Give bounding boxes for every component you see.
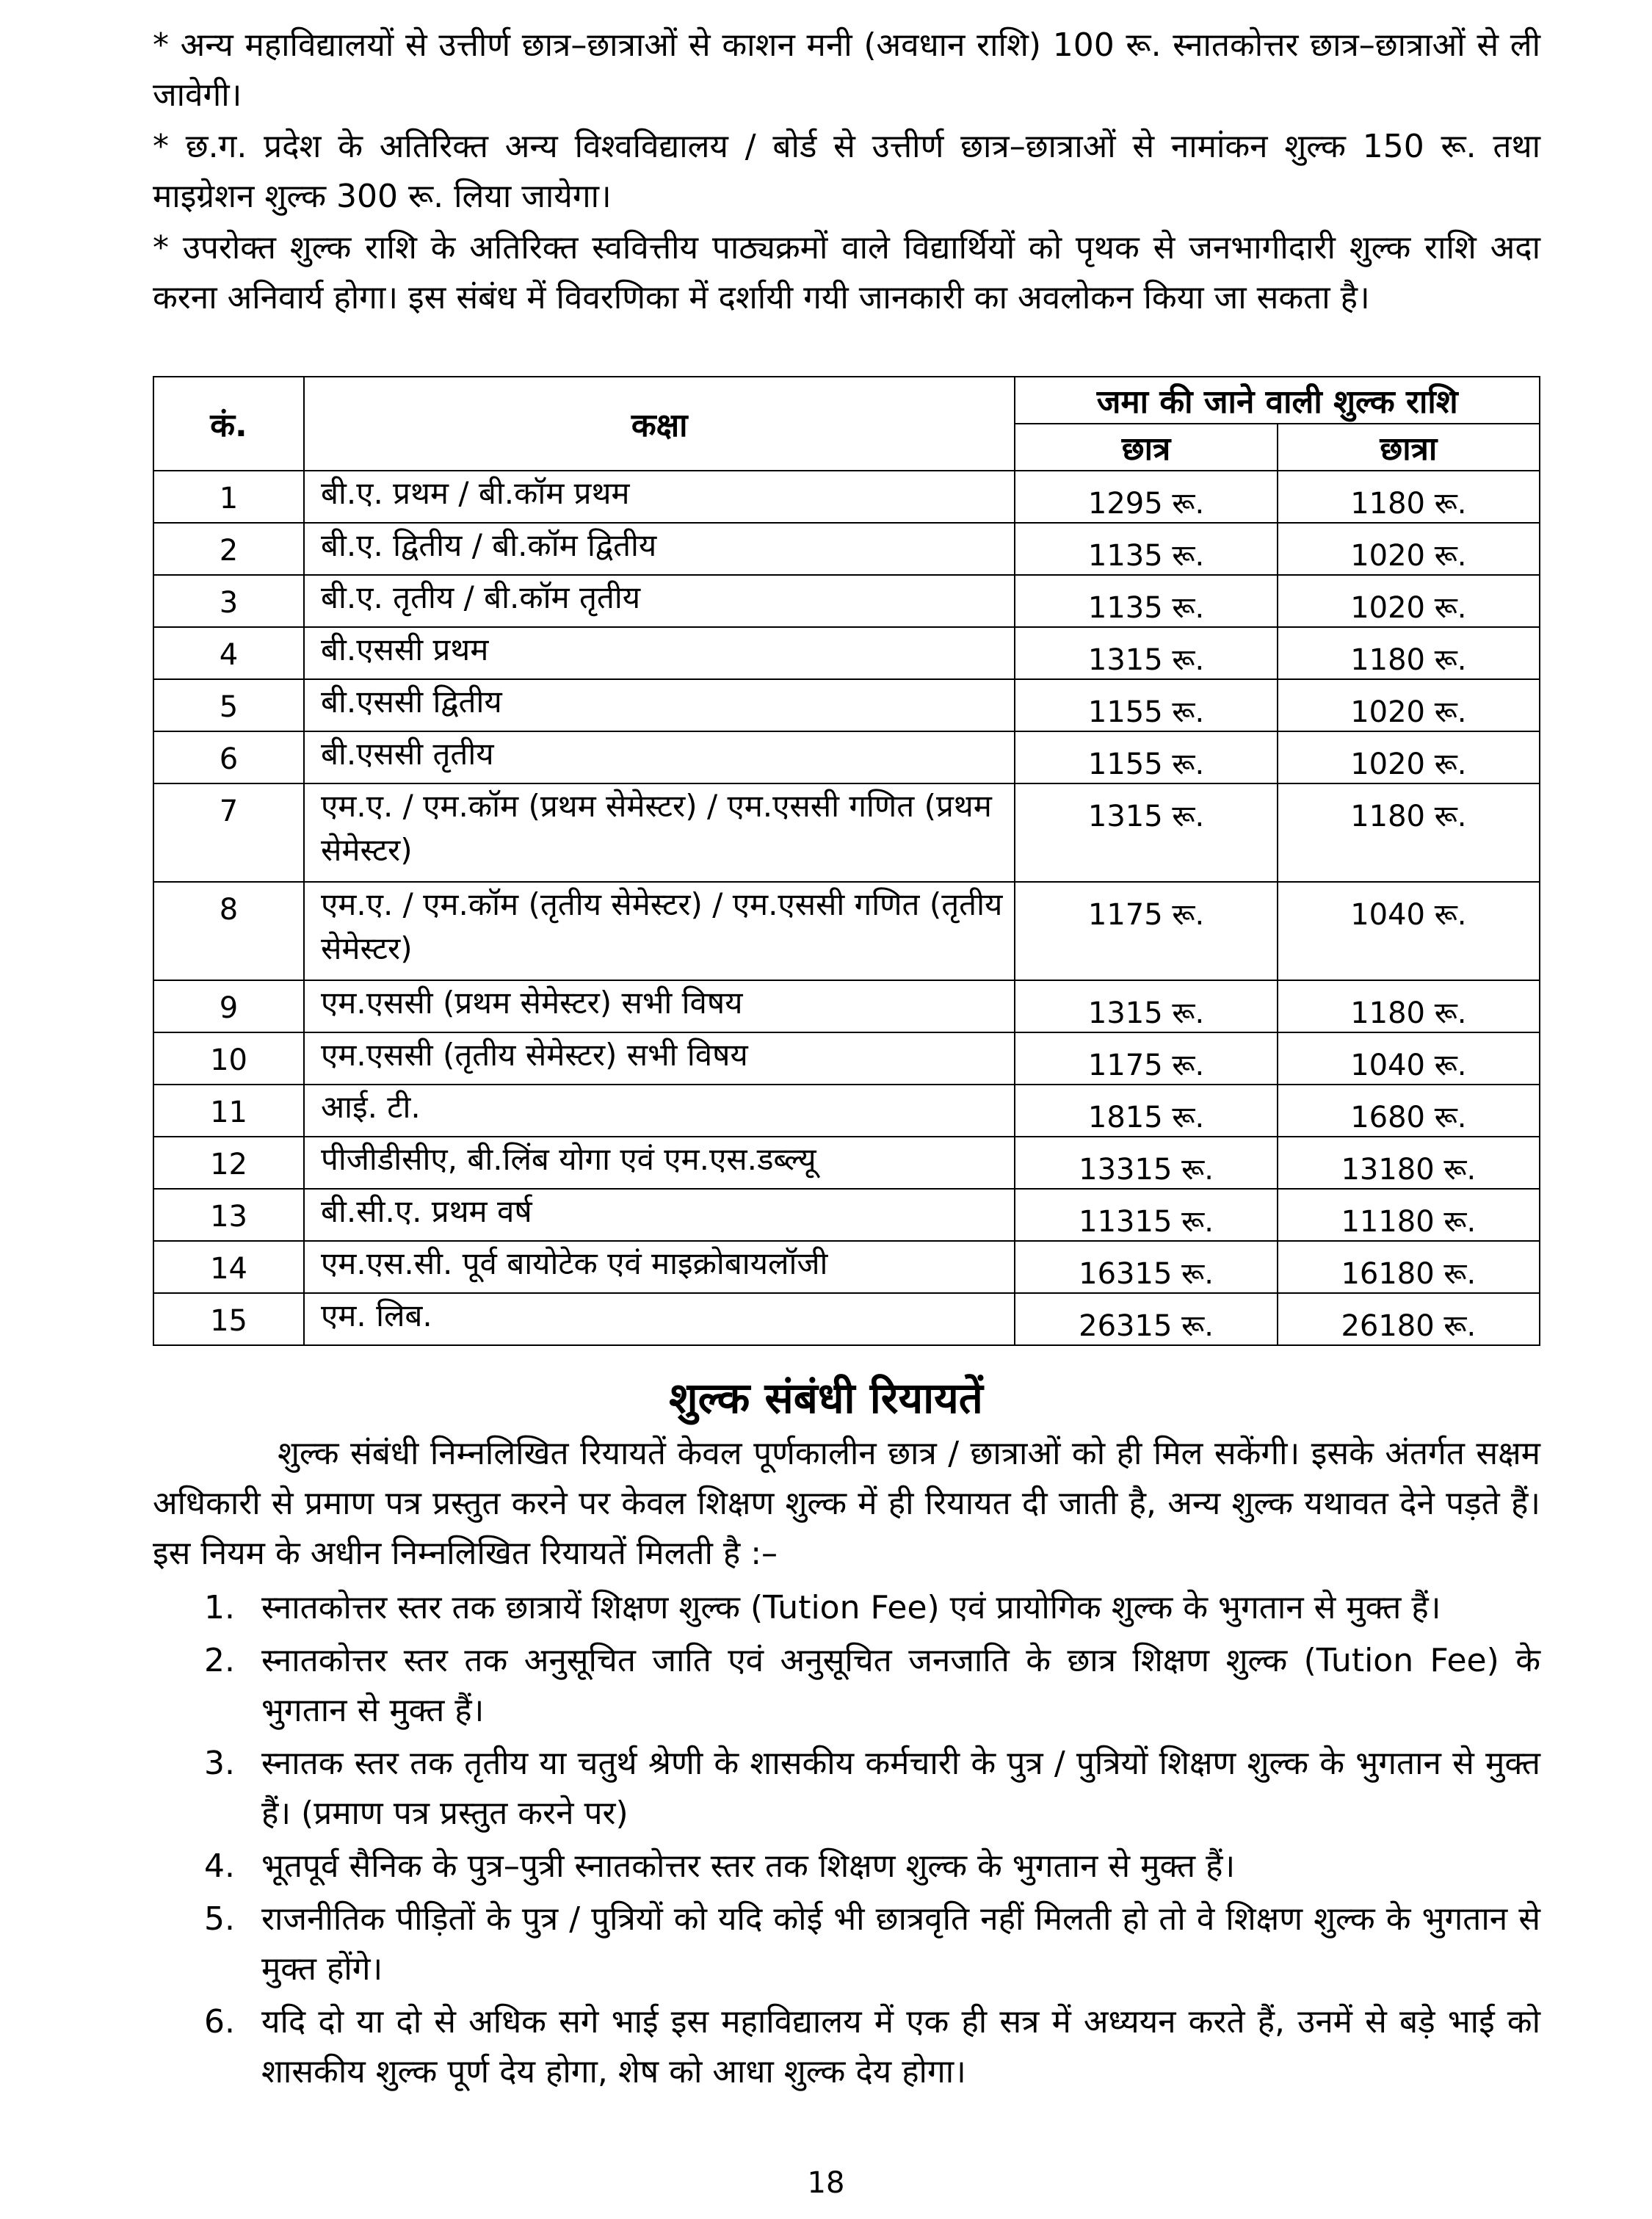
item-number: 2.: [204, 1642, 235, 1679]
class-cell: बी.एससी द्वितीय: [304, 679, 1015, 731]
intro-notes: [153, 21, 1540, 325]
female-fee-cell: 1680 रू.: [1278, 1085, 1540, 1137]
header-serial: कं.: [153, 377, 304, 471]
male-fee-cell: 26315 रू.: [1015, 1293, 1277, 1345]
female-fee-cell: 1040 रू.: [1278, 1032, 1540, 1085]
class-cell: बी.ए. तृतीय / बी.कॉम तृतीय: [304, 575, 1015, 627]
female-fee-cell: 1180 रू.: [1278, 783, 1540, 882]
table-row: [153, 575, 1540, 627]
class-cell: एम. लिब.: [304, 1293, 1015, 1345]
class-cell: बी.ए. द्वितीय / बी.कॉम द्वितीय: [304, 523, 1015, 575]
male-fee-cell: 16315 रू.: [1015, 1241, 1277, 1293]
item-number: 1.: [204, 1589, 235, 1626]
header-male: छात्र: [1015, 424, 1277, 471]
table-row: [153, 1085, 1540, 1137]
table-row: [153, 783, 1540, 882]
class-cell: बी.ए. प्रथम / बी.कॉम प्रथम: [304, 471, 1015, 523]
table-row: [153, 471, 1540, 523]
item-number: 6.: [204, 2003, 235, 2041]
list-item: [153, 1842, 1540, 1892]
serial-cell: 12: [153, 1137, 304, 1189]
serial-cell: 11: [153, 1085, 304, 1137]
serial-cell: 15: [153, 1293, 304, 1345]
list-item: [153, 1636, 1540, 1736]
class-cell: एम.एससी (तृतीय सेमेस्टर) सभी विषय: [304, 1032, 1015, 1085]
table-row: [153, 731, 1540, 783]
serial-cell: 4: [153, 627, 304, 679]
list-item: [153, 1997, 1540, 2097]
male-fee-cell: 1135 रू.: [1015, 575, 1277, 627]
female-fee-cell: 16180 रू.: [1278, 1241, 1540, 1293]
table-row: [153, 1032, 1540, 1085]
serial-cell: 10: [153, 1032, 304, 1085]
female-fee-cell: 1020 रू.: [1278, 523, 1540, 575]
male-fee-cell: 1815 रू.: [1015, 1085, 1277, 1137]
male-fee-cell: 1135 रू.: [1015, 523, 1277, 575]
male-fee-cell: 1315 रू.: [1015, 783, 1277, 882]
item-number: 4.: [204, 1847, 235, 1885]
female-fee-cell: 1180 रू.: [1278, 980, 1540, 1032]
class-cell: बी.एससी प्रथम: [304, 627, 1015, 679]
male-fee-cell: 13315 रू.: [1015, 1137, 1277, 1189]
female-fee-cell: 1180 रू.: [1278, 627, 1540, 679]
list-item: [153, 1583, 1540, 1633]
class-cell: बी.सी.ए. प्रथम वर्ष: [304, 1189, 1015, 1241]
class-cell: एम.ए. / एम.कॉम (तृतीय सेमेस्टर) / एम.एससी गणित (तृतीय सेमेस्टर): [304, 882, 1015, 980]
male-fee-cell: 1315 रू.: [1015, 627, 1277, 679]
class-cell: एम.ए. / एम.कॉम (प्रथम सेमेस्टर) / एम.एससी गणित (प्रथम सेमेस्टर): [304, 783, 1015, 882]
table-row: [153, 882, 1540, 980]
table-row: [153, 1241, 1540, 1293]
class-cell: एम.एस.सी. पूर्व बायोटेक एवं माइक्रोबायलॉजी: [304, 1241, 1015, 1293]
serial-cell: 2: [153, 523, 304, 575]
female-fee-cell: 13180 रू.: [1278, 1137, 1540, 1189]
female-fee-cell: 1020 रू.: [1278, 731, 1540, 783]
intro-note: * उपरोक्त शुल्क राशि के अतिरिक्त स्ववित्तीय पाठ्यक्रमों वाले विद्यार्थियों को पृथक से जनभागीदारी शुल्क राशि अदा करना अनिवार्य होगा। इस संबंध में विवरणिका में दर्शायी गयी जानकारी का अवलोकन किया जा सकता है।: [153, 229, 1540, 316]
class-cell: आई. टी.: [304, 1085, 1015, 1137]
item-number: 5.: [204, 1900, 235, 1938]
male-fee-cell: 1155 रू.: [1015, 731, 1277, 783]
concessions-list: [153, 1583, 1540, 2097]
class-cell: एम.एससी (प्रथम सेमेस्टर) सभी विषय: [304, 980, 1015, 1032]
male-fee-cell: 1175 रू.: [1015, 882, 1277, 980]
fee-table: [153, 376, 1540, 1346]
serial-cell: 14: [153, 1241, 304, 1293]
header-fee: जमा की जाने वाली शुल्क राशि: [1015, 377, 1540, 424]
concessions-heading: शुल्क संबंधी रियायतें: [669, 1373, 983, 1423]
serial-cell: 7: [153, 783, 304, 882]
item-text: स्नातकोत्तर स्तर तक अनुसूचित जाति एवं अनुसूचित जनजाति के छात्र शिक्षण शुल्क (Tution Fee) के भुगतान से मुक्त हैं।: [261, 1642, 1540, 1729]
female-fee-cell: 11180 रू.: [1278, 1189, 1540, 1241]
item-text: भूतपूर्व सैनिक के पुत्र–पुत्री स्नातकोत्तर स्तर तक शिक्षण शुल्क के भुगतान से मुक्त हैं।: [261, 1847, 1236, 1885]
header-class: कक्षा: [304, 377, 1015, 471]
serial-cell: 5: [153, 679, 304, 731]
female-fee-cell: 1020 रू.: [1278, 679, 1540, 731]
concessions-section: [153, 1429, 1540, 2100]
header-female: छात्रा: [1278, 424, 1540, 471]
male-fee-cell: 1155 रू.: [1015, 679, 1277, 731]
table-row: [153, 1189, 1540, 1241]
male-fee-cell: 1315 रू.: [1015, 980, 1277, 1032]
table-row: [153, 1293, 1540, 1345]
intro-note: * अन्य महाविद्यालयों से उत्तीर्ण छात्र–छात्राओं से काशन मनी (अवधान राशि) 100 रू. स्नातकोत्तर छात्र–छात्राओं से ली जावेगी।: [153, 26, 1540, 114]
serial-cell: 13: [153, 1189, 304, 1241]
concessions-lead: शुल्क संबंधी निम्नलिखित रियायतें केवल पूर्णकालीन छात्र / छात्राओं को ही मिल सकेंगी। इसके अंतर्गत सक्षम अधिकारी से प्रमाण पत्र प्रस्तुत करने पर केवल शिक्षण शुल्क में ही रियायत दी जाती है, अन्य शुल्क यथावत देने पड़ते हैं। इस नियम के अधीन निम्नलिखित रियायतें मिलती है :–: [153, 1435, 1540, 1572]
serial-cell: 9: [153, 980, 304, 1032]
item-text: राजनीतिक पीड़ितों के पुत्र / पुत्रियों को यदि कोई भी छात्रवृति नहीं मिलती हो तो वे शिक्षण शुल्क के भुगतान से मुक्त होंगे।: [261, 1900, 1540, 1988]
item-text: यदि दो या दो से अधिक सगे भाई इस महाविद्यालय में एक ही सत्र में अध्ययन करते हैं, उनमें से बड़े भाई को शासकीय शुल्क पूर्ण देय होगा, शेष को आधा शुल्क देय होगा।: [261, 2003, 1540, 2091]
serial-cell: 1: [153, 471, 304, 523]
male-fee-cell: 11315 रू.: [1015, 1189, 1277, 1241]
table-row: [153, 1137, 1540, 1189]
table-row: [153, 627, 1540, 679]
table-row: [153, 980, 1540, 1032]
class-cell: बी.एससी तृतीय: [304, 731, 1015, 783]
item-text: स्नातक स्तर तक तृतीय या चतुर्थ श्रेणी के शासकीय कर्मचारी के पुत्र / पुत्रियों शिक्षण शुल्क के भुगतान से मुक्त हैं। (प्रमाण पत्र प्रस्तुत करने पर): [261, 1745, 1540, 1832]
female-fee-cell: 1180 रू.: [1278, 471, 1540, 523]
class-cell: पीजीडीसीए, बी.लिंब योगा एवं एम.एस.डब्ल्यू: [304, 1137, 1015, 1189]
table-row: [153, 523, 1540, 575]
list-item: [153, 1739, 1540, 1839]
serial-cell: 3: [153, 575, 304, 627]
intro-note: * छ.ग. प्रदेश के अतिरिक्त अन्य विश्वविद्यालय / बोर्ड से उत्तीर्ण छात्र–छात्राओं से नामांकन शुल्क 150 रू. तथा माइग्रेशन शुल्क 300 रू. लिया जायेगा।: [153, 128, 1540, 215]
item-number: 3.: [204, 1745, 235, 1782]
female-fee-cell: 1020 रू.: [1278, 575, 1540, 627]
serial-cell: 8: [153, 882, 304, 980]
serial-cell: 6: [153, 731, 304, 783]
female-fee-cell: 26180 रू.: [1278, 1293, 1540, 1345]
table-row: [153, 679, 1540, 731]
page-number: 18: [807, 2166, 845, 2200]
male-fee-cell: 1295 रू.: [1015, 471, 1277, 523]
item-text: स्नातकोत्तर स्तर तक छात्रायें शिक्षण शुल्क (Tution Fee) एवं प्रायोगिक शुल्क के भुगतान से मुक्त हैं।: [261, 1589, 1441, 1626]
male-fee-cell: 1175 रू.: [1015, 1032, 1277, 1085]
list-item: [153, 1894, 1540, 1994]
female-fee-cell: 1040 रू.: [1278, 882, 1540, 980]
